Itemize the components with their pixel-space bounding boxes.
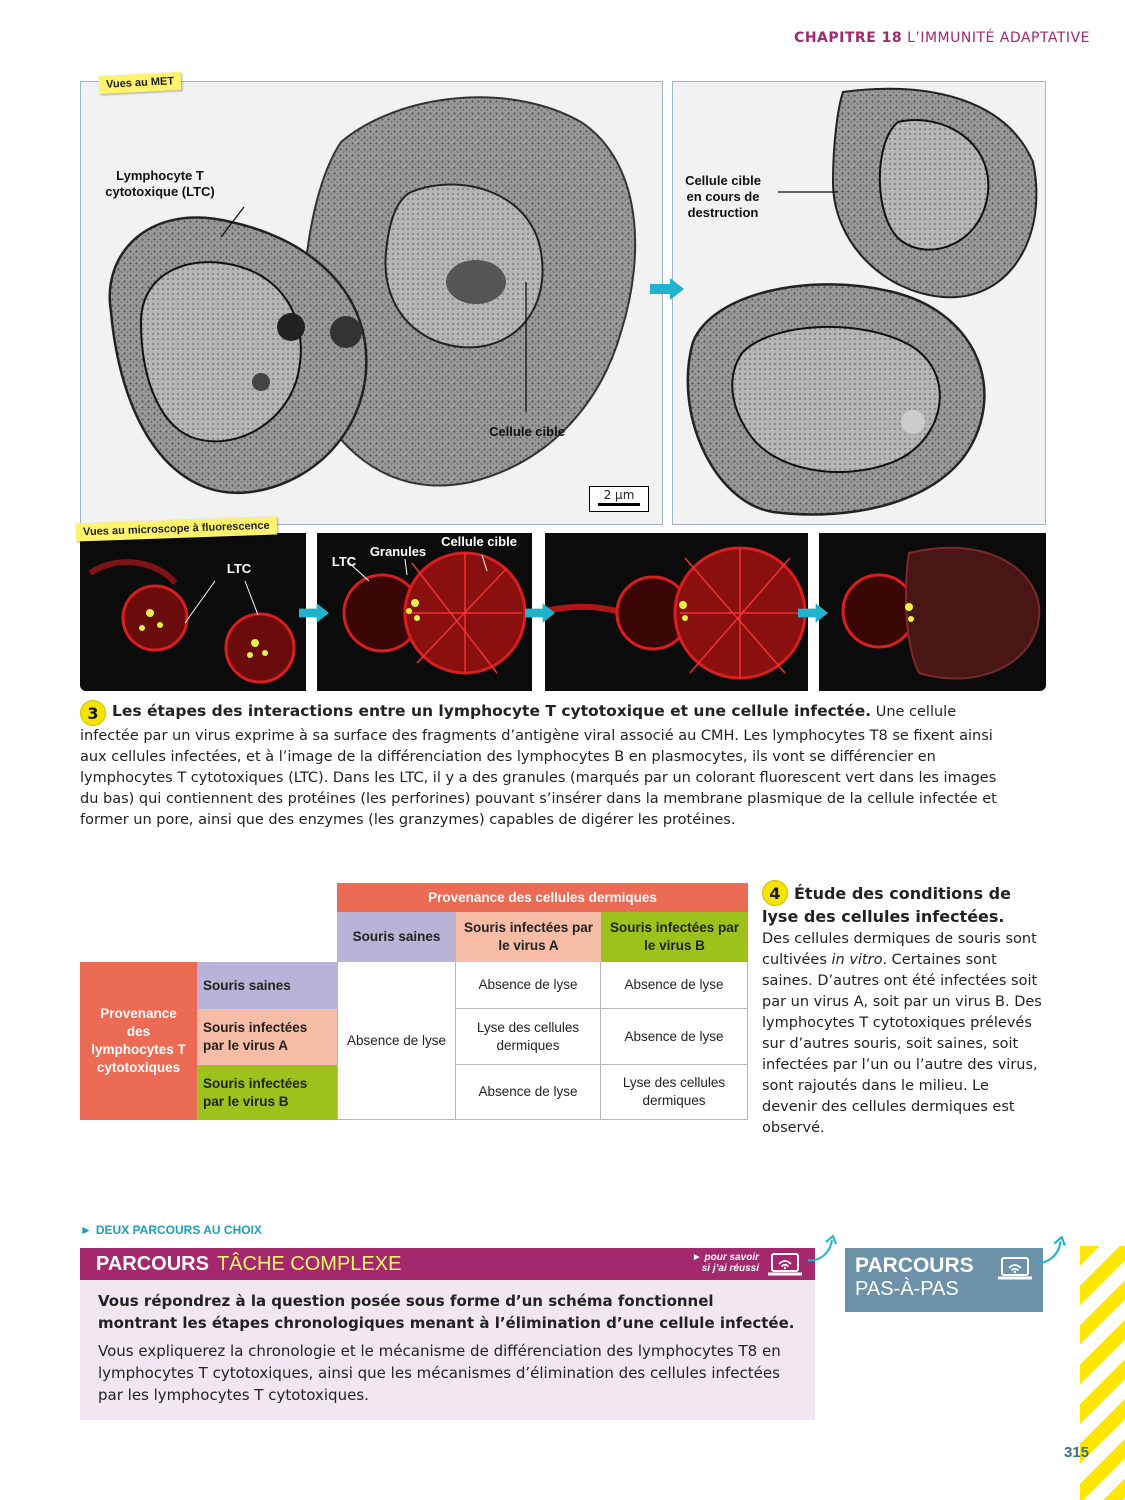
laptop-wifi-icon[interactable]	[767, 1252, 803, 1278]
edge-stripes	[1080, 1246, 1125, 1500]
choice-label	[80, 1221, 266, 1237]
page-number: 315	[1064, 1444, 1090, 1461]
complex-task-word: PARCOURS	[96, 1252, 209, 1275]
document-3	[80, 700, 1010, 831]
task-question: Vous répondrez à la question posée sous forme d’un schéma fonctionnel montrant les étapes chronologiques menant à l’élimination d’une cellule infectée.	[98, 1292, 795, 1332]
fluorescence-image-3	[545, 533, 808, 691]
table-col-group: Provenance des cellules dermiques	[337, 883, 748, 912]
table-merged-cell: Absence de lyse	[337, 962, 456, 1120]
step-label: PAS-À-PAS	[855, 1278, 959, 1300]
tem-image-ltc-target	[80, 81, 663, 525]
curved-arrow-icon	[1033, 1234, 1067, 1268]
arrow-right-icon	[798, 603, 828, 623]
table-cell: Absence de lyse	[456, 962, 601, 1009]
label-target-cell: Cellule cible	[489, 424, 565, 439]
doc4-number: 4	[762, 880, 788, 906]
doc4-italic: in vitro	[831, 952, 883, 968]
fluorescence-image-3-drawing	[545, 533, 808, 691]
fluorescence-image-1-drawing	[80, 533, 306, 691]
doc4-title: Étude des conditions de lyse des cellules infectées.	[762, 884, 1011, 926]
table-cell: Absence de lyse	[601, 1009, 748, 1065]
fluorescence-image-1	[80, 533, 306, 691]
table-col-header: Souris infectées par le virus B	[601, 912, 748, 962]
step-word: PARCOURS	[855, 1254, 974, 1277]
fluorescence-tag: Vues au microscope à fluorescence	[76, 517, 277, 542]
complex-task-label: TÂCHE COMPLEXE	[216, 1252, 402, 1275]
table-col-header: Souris saines	[337, 912, 456, 962]
chapter-header	[794, 30, 1090, 46]
doc3-body: Une cellule infectée par un virus exprime à sa surface des fragments d’antigène viral associé au CMH. Les lymphocytes T8 se fixent ainsi aux cellules infectées, et à l’image de la différenciation des lymphocytes B en plasmocytes, ils vont se différencier en lymphocytes T cytotoxiques (LTC). Dans les LTC, il y a des granules (marqués par un colorant fluorescent vert dans les images du bas) qui contiennent des protéines (les perforines) pouvant s’insérer dans la membrane plasmique de la cellule infectée et former un pore, ainsi que des enzymes (les granzymes) capables de digérer les protéines.	[80, 704, 997, 828]
document-4	[762, 880, 1047, 1139]
label-target-cell-fluo: Cellule cible	[441, 534, 517, 549]
table-cell: Lyse des cellules dermiques	[456, 1009, 601, 1065]
self-check-line-1: pour savoir	[704, 1252, 759, 1263]
arrow-right-icon	[525, 603, 555, 623]
tem-image-destruction-drawing	[673, 82, 1046, 525]
doc4-body-start: Des cellules dermiques de souris sont cultivées	[762, 931, 1037, 968]
tem-image-destruction	[672, 81, 1046, 525]
label-ltc-2: LTC	[331, 554, 357, 569]
self-check-arrow-icon: ►	[691, 1252, 705, 1263]
table-row-header: Souris saines	[197, 962, 337, 1009]
label-ltc-full: Lymphocyte T cytotoxique (LTC)	[105, 168, 215, 199]
chapter-title: L’IMMUNITÉ ADAPTATIVE	[907, 30, 1090, 46]
laptop-wifi-icon	[997, 1256, 1033, 1282]
table-cell: Lyse des cellules dermiques	[601, 1065, 748, 1120]
scale-bar: 2 µm	[589, 486, 649, 512]
table-row-header: Souris infectées par le virus B	[197, 1065, 337, 1120]
fluorescence-image-4	[819, 533, 1046, 691]
tem-image-ltc-target-drawing	[81, 82, 663, 525]
arrow-right-icon	[299, 603, 329, 623]
table-cell: Absence de lyse	[456, 1065, 601, 1120]
table-row-header: Souris infectées par le virus A	[197, 1009, 337, 1065]
label-ltc-1: LTC	[226, 561, 252, 576]
doc3-title: Les étapes des interactions entre un lymphocyte T cytotoxique et une cellule infectée.	[112, 702, 872, 720]
doc3-number: 3	[80, 700, 106, 726]
label-target-destruction: Cellule cible en cours de destruction	[685, 173, 761, 220]
complex-task-box	[80, 1248, 815, 1420]
step-by-step-button[interactable]	[845, 1248, 1043, 1312]
curved-arrow-icon	[806, 1234, 838, 1264]
task-instructions: Vous expliquerez la chronologie et le mécanisme de différenciation des lymphocytes T8 en lymphocytes T cytotoxiques, ainsi que les mécanismes d’élimination des cellules infectées par les lymphocytes T cytotoxiques.	[98, 1342, 781, 1404]
met-tag: Vues au MET	[99, 72, 182, 94]
table-row-group: Provenance des lymphocytes T cytotoxiques	[80, 962, 197, 1120]
table-cell: Absence de lyse	[601, 962, 748, 1009]
label-granules: Granules	[369, 544, 427, 559]
fluorescence-image-4-drawing	[819, 533, 1046, 691]
complex-task-header	[80, 1248, 815, 1280]
arrow-right-icon	[650, 278, 684, 300]
chapter-number: CHAPITRE 18	[794, 30, 903, 46]
table-col-header: Souris infectées par le virus A	[456, 912, 601, 962]
choice-label-text: DEUX PARCOURS AU CHOIX	[95, 1223, 262, 1237]
self-check-line-2: si j’ai réussi	[701, 1263, 759, 1274]
doc4-body-end: . Certaines sont saines. D’autres ont été infectées soit par un virus A, soit par un virus B. Des lymphocytes T cytotoxiques prélevés sur d’autres souris, soit saines, soit infectées par l’un ou l’autre des virus, sont rajoutés dans le milieu. Le devenir des cellules dermiques est observé.	[762, 952, 1042, 1136]
self-check-link[interactable]	[692, 1252, 759, 1274]
play-triangle-icon: ►	[80, 1223, 92, 1237]
